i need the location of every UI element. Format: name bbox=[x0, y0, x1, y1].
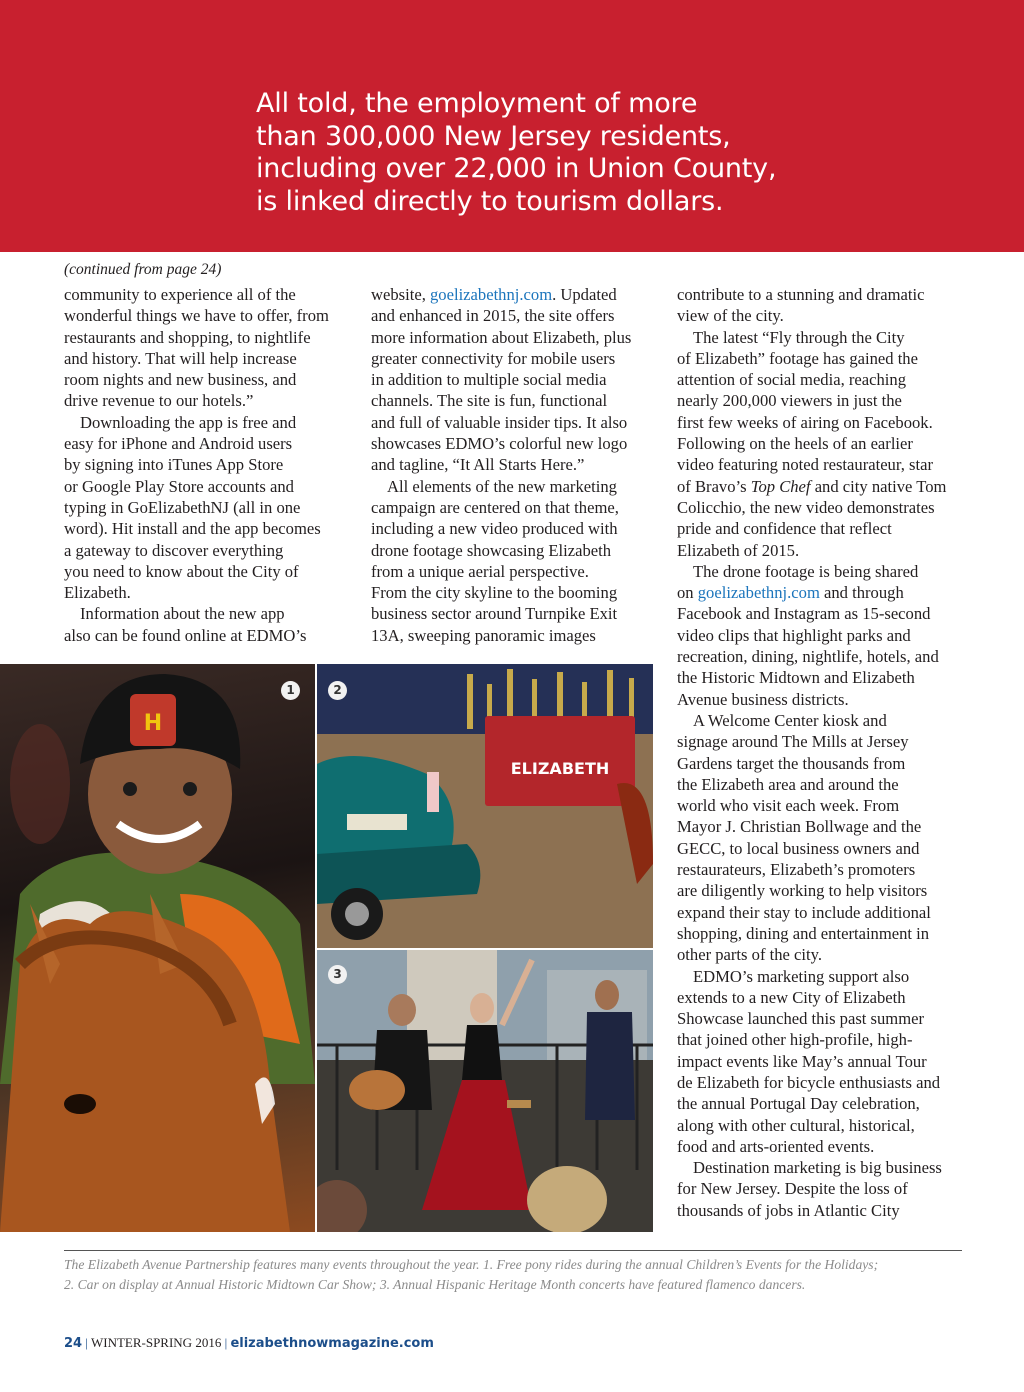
photo-child-pony bbox=[0, 664, 315, 1232]
caption-line: The Elizabeth Avenue Partnership features many events throughout the year. 1. Free pony rides during the annual Children’s Events for the Holidays; bbox=[64, 1257, 879, 1272]
magazine-website-link[interactable]: elizabethnowmagazine.com bbox=[230, 1336, 434, 1351]
article-column-2 bbox=[371, 284, 661, 646]
text-line: you need to know about the City of bbox=[64, 561, 299, 581]
text-line: including a new video produced with bbox=[371, 519, 618, 539]
text-line: The drone footage is being shared bbox=[693, 561, 919, 581]
pull-quote-line: is linked directly to tourism dollars. bbox=[256, 185, 724, 217]
text-line: EDMO’s marketing support also bbox=[693, 966, 910, 986]
website-link[interactable]: goelizabethnj.com bbox=[697, 583, 820, 603]
article-column-3 bbox=[677, 284, 967, 1221]
text-line: expand their stay to include additional bbox=[677, 902, 931, 922]
text-line: food and arts-oriented events. bbox=[677, 1136, 875, 1156]
text-line: word). Hit install and the app becomes bbox=[64, 519, 321, 539]
text-line: for New Jersey. Despite the loss of bbox=[677, 1179, 908, 1199]
photo-flamenco-concert-art bbox=[317, 950, 653, 1232]
text-line: shopping, dining and entertainment in bbox=[677, 923, 930, 943]
text-line: pride and confidence that reflect bbox=[677, 519, 892, 539]
text-line: that joined other high-profile, high- bbox=[677, 1030, 913, 1050]
text-line: view of the city. bbox=[677, 306, 784, 326]
text-line: and history. That will help increase bbox=[64, 348, 297, 368]
text-line: wonderful things we have to offer, from bbox=[64, 306, 329, 326]
continued-note: (continued from page 24) bbox=[64, 261, 222, 278]
pull-quote bbox=[256, 88, 816, 218]
text-fragment: of Bravo’s bbox=[677, 476, 751, 496]
photo-car-show bbox=[317, 664, 653, 948]
text-line: video clips that highlight parks and bbox=[677, 625, 911, 645]
text-line: community to experience all of the bbox=[64, 285, 296, 304]
text-line: the Historic Midtown and Elizabeth bbox=[677, 668, 915, 688]
text-line: from a unique aerial perspective. bbox=[371, 561, 589, 581]
text-line: Downloading the app is free and bbox=[80, 412, 297, 432]
text-line: Facebook and Instagram as 15-second bbox=[677, 604, 931, 624]
text-line: recreation, dining, nightlife, hotels, and bbox=[677, 647, 939, 667]
text-line: and enhanced in 2015, the site offers bbox=[371, 306, 615, 326]
text-line: Avenue business districts. bbox=[677, 689, 849, 709]
text-line: world who visit each week. From bbox=[677, 796, 900, 816]
text-line: a gateway to discover everything bbox=[64, 540, 284, 560]
event-banner-text: ELIZABETH bbox=[510, 759, 610, 778]
website-link[interactable]: goelizabethnj.com bbox=[430, 285, 553, 304]
article-column-1 bbox=[64, 284, 354, 646]
text-fragment: . Updated bbox=[552, 285, 617, 304]
footer-separator: | bbox=[85, 1335, 88, 1350]
text-line: drone footage showcasing Elizabeth bbox=[371, 540, 612, 560]
text-fragment: and through bbox=[819, 583, 904, 603]
text-line: All elements of the new marketing bbox=[387, 476, 617, 496]
text-fragment: website, bbox=[371, 285, 430, 304]
text-line: Following on the heels of an earlier bbox=[677, 434, 913, 454]
text-line: thousands of jobs in Atlantic City bbox=[677, 1200, 900, 1220]
text-line: The latest “Fly through the City bbox=[693, 327, 905, 347]
text-line: Mayor J. Christian Bollwage and the bbox=[677, 817, 922, 837]
text-line: and tagline, “It All Starts Here.” bbox=[371, 455, 585, 475]
text-line: impact events like May’s annual Tour bbox=[677, 1051, 927, 1071]
hat-crest-letter: H bbox=[143, 711, 163, 736]
text-line: more information about Elizabeth, plus bbox=[371, 327, 632, 347]
pull-quote-line: than 300,000 New Jersey residents, bbox=[256, 120, 731, 152]
photo-number-3-icon: 3 bbox=[328, 965, 347, 984]
text-line: Gardens target the thousands from bbox=[677, 753, 906, 773]
text-line: extends to a new City of Elizabeth bbox=[677, 987, 906, 1007]
text-line: A Welcome Center kiosk and bbox=[693, 710, 887, 730]
text-line bbox=[677, 582, 967, 603]
text-line: room nights and new business, and bbox=[64, 370, 297, 390]
text-line: attention of social media, reaching bbox=[677, 370, 906, 390]
text-line: are diligently working to help visitors bbox=[677, 881, 928, 901]
photo-child-pony-art bbox=[0, 664, 315, 1232]
text-line: GECC, to local business owners and bbox=[677, 838, 920, 858]
text-line: or Google Play Store accounts and bbox=[64, 476, 294, 496]
text-line bbox=[677, 476, 967, 497]
text-line: by signing into iTunes App Store bbox=[64, 455, 284, 475]
text-line: typing in GoElizabethNJ (all in one bbox=[64, 497, 301, 517]
photo-number-2-icon: 2 bbox=[328, 681, 347, 700]
text-fragment: on bbox=[677, 583, 698, 603]
text-line: along with other cultural, historical, bbox=[677, 1115, 915, 1135]
text-line: the annual Portugal Day celebration, bbox=[677, 1094, 920, 1114]
header-banner bbox=[0, 0, 1024, 252]
text-line: campaign are centered on that theme, bbox=[371, 497, 619, 517]
text-line: drive revenue to our hotels.” bbox=[64, 391, 254, 411]
text-line: Showcase launched this past summer bbox=[677, 1009, 925, 1029]
text-line: Destination marketing is big business bbox=[693, 1158, 942, 1178]
text-line: in addition to multiple social media bbox=[371, 370, 607, 390]
page-footer bbox=[64, 1335, 434, 1351]
photo-number-1-icon: 1 bbox=[281, 681, 300, 700]
text-line: showcases EDMO’s colorful new logo bbox=[371, 434, 628, 454]
text-line: the Elizabeth area and around the bbox=[677, 774, 899, 794]
text-line: video featuring noted restaurateur, star bbox=[677, 455, 933, 475]
text-line: nearly 200,000 viewers in just the bbox=[677, 391, 902, 411]
text-line: channels. The site is fun, functional bbox=[371, 391, 608, 411]
photo-flamenco-concert bbox=[317, 950, 653, 1232]
text-line: restaurateurs, Elizabeth’s promoters bbox=[677, 860, 916, 880]
issue-label: WINTER-SPRING 2016 bbox=[90, 1335, 222, 1350]
text-line: also can be found online at EDMO’s bbox=[64, 625, 307, 645]
text-line: 13A, sweeping panoramic images bbox=[371, 625, 596, 645]
text-line: first few weeks of airing on Facebook. bbox=[677, 412, 933, 432]
text-fragment: and city native Tom bbox=[810, 476, 947, 496]
page-number: 24 bbox=[64, 1336, 83, 1351]
pull-quote-line: including over 22,000 in Union County, bbox=[256, 153, 777, 184]
text-line: of Elizabeth” footage has gained the bbox=[677, 348, 918, 368]
text-line: business sector around Turnpike Exit bbox=[371, 604, 618, 624]
caption-line: 2. Car on display at Annual Historic Midtown Car Show; 3. Annual Hispanic Heritage Month concerts have featured flamenco dancers. bbox=[64, 1276, 806, 1292]
text-line: Elizabeth. bbox=[64, 583, 131, 603]
text-line: greater connectivity for mobile users bbox=[371, 348, 616, 368]
text-line: restaurants and shopping, to nightlife bbox=[64, 327, 311, 347]
text-line: Colicchio, the new video demonstrates bbox=[677, 497, 935, 517]
text-line: Information about the new app bbox=[80, 604, 285, 624]
text-line: and full of valuable insider tips. It also bbox=[371, 412, 628, 432]
text-line bbox=[371, 284, 661, 305]
photo-car-show-art bbox=[317, 664, 653, 948]
footer-separator: | bbox=[224, 1335, 228, 1350]
photo-caption bbox=[64, 1255, 964, 1294]
pull-quote-line: All told, the employment of more bbox=[256, 88, 698, 119]
caption-divider bbox=[64, 1250, 962, 1251]
text-line: Elizabeth of 2015. bbox=[677, 540, 800, 560]
text-line: contribute to a stunning and dramatic bbox=[677, 285, 925, 304]
text-line: easy for iPhone and Android users bbox=[64, 434, 293, 454]
text-line: signage around The Mills at Jersey bbox=[677, 732, 909, 752]
text-line: de Elizabeth for bicycle enthusiasts and bbox=[677, 1072, 941, 1092]
text-line: From the city skyline to the booming bbox=[371, 583, 618, 603]
show-title: Top Chef bbox=[750, 476, 811, 496]
text-line: other parts of the city. bbox=[677, 945, 822, 965]
